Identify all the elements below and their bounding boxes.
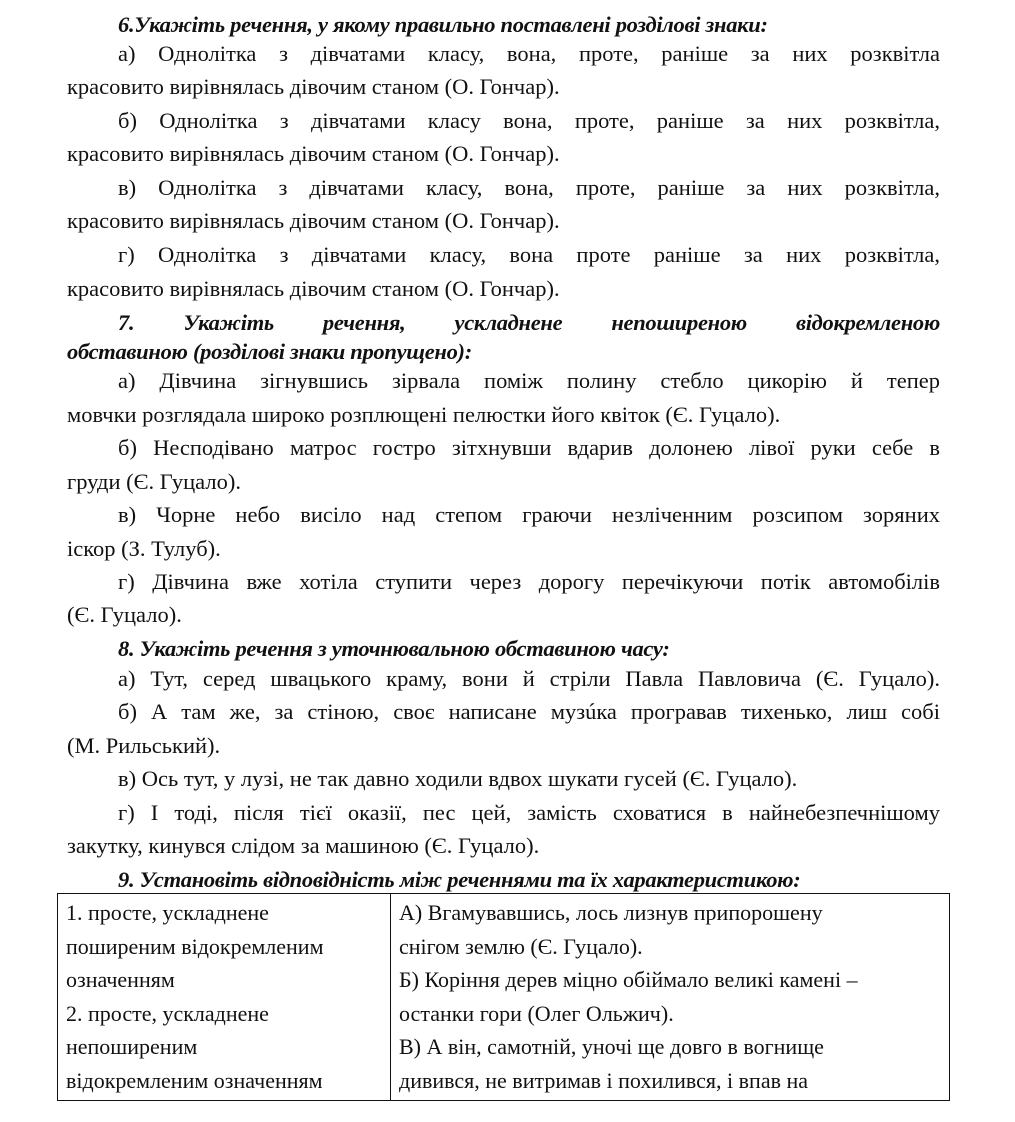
q8-option-d-cont: закутку, кинувся слідом за машиною (Є. Гуцало). (67, 833, 540, 858)
matching-table (57, 893, 950, 1101)
q6-option-c: в) Однолітка з дівчатами класу, вона, проте, раніше за них розквітла, (118, 175, 940, 200)
question-6-title: 6.Укажіть речення, у якому правильно поставлені розділові знаки: (118, 12, 768, 37)
sentences-column (391, 894, 950, 1101)
table-line: останки гори (Олег Ольжич). (399, 1000, 674, 1026)
table-line: А) Вгамувавшись, лось лизнув припорошену (399, 900, 823, 925)
table-line: Б) Коріння дерев міцно обіймало великі камені – (399, 967, 858, 992)
question-9-title: 9. Установіть відповідність між реченнями та їх характеристикою: (118, 867, 801, 892)
table-line: непоширеним (66, 1034, 198, 1059)
q7-option-c: в) Чорне небо висіло над степом граючи незліченним розсипом зоряних (118, 502, 940, 527)
q8-option-b-cont: (М. Рильський). (67, 733, 221, 758)
table-line: поширеним відокремленим (66, 933, 324, 959)
q6-option-d: г) Однолітка з дівчатами класу, вона проте раніше за них розквітла, (118, 242, 940, 267)
q6-option-a: а) Однолітка з дівчатами класу, вона, проте, раніше за них розквітла (118, 41, 940, 66)
q7-option-d-cont: (Є. Гуцало). (67, 602, 182, 627)
q6-option-b-cont: красовито вирівнялась дівочим станом (О. Гончар). (67, 141, 560, 166)
q7-option-d: г) Дівчина вже хотіла ступити через дорогу перечікуючи потік автомобілів (118, 569, 940, 594)
q8-option-c: в) Ось тут, у лузі, не так давно ходили вдвох шукати гусей (Є. Гуцало). (118, 766, 798, 791)
q7-option-a: а) Дівчина зігнувшись зірвала поміж полину стебло цикорію й тепер (118, 368, 940, 393)
table-line: 2. просте, ускладнене (66, 1000, 269, 1026)
q6-option-d-cont: красовито вирівнялась дівочим станом (О. Гончар). (67, 276, 560, 301)
q7-option-b: б) Несподівано матрос гостро зітхнувши вдарив долонею лівої руки себе в (118, 435, 940, 460)
question-7-title: 7. Укажіть речення, ускладнене непоширеною відокремленою (118, 310, 940, 335)
table-line: 1. просте, ускладнене (66, 900, 269, 925)
q6-option-b: б) Однолітка з дівчатами класу вона, проте, раніше за них розквітла, (118, 108, 940, 133)
q7-option-b-cont: груди (Є. Гуцало). (67, 469, 241, 494)
table-line: дивився, не витримав і похилився, і впав на (399, 1067, 809, 1093)
q6-option-a-cont: красовито вирівнялась дівочим станом (О. Гончар). (67, 74, 560, 99)
q7-option-c-cont: іскор (З. Тулуб). (67, 536, 221, 561)
table-line: означенням (66, 967, 175, 992)
question-8-title: 8. Укажіть речення з уточнювальною обставиною часу: (118, 636, 670, 661)
question-7-title-cont: обставиною (розділові знаки пропущено): (67, 339, 472, 364)
table-line: В) А він, самотній, уночі ще довго в вогнище (399, 1034, 824, 1059)
table-line: снігом землю (Є. Гуцало). (399, 933, 643, 959)
q8-option-d: г) І тоді, після тієї оказії, пес цей, замість сховатися в найнебезпечнішому (118, 800, 940, 825)
q7-option-a-cont: мовчки розглядала широко розплющені пелюстки його квіток (Є. Гуцало). (67, 402, 781, 427)
q8-option-a: а) Тут, серед швацького краму, вони й стріли Павла Павловича (Є. Гуцало). (118, 666, 940, 691)
q6-option-c-cont: красовито вирівнялась дівочим станом (О. Гончар). (67, 208, 560, 233)
q8-option-b: б) А там же, за стіною, своє написане музúка програвав тихенько, лиш собі (118, 699, 940, 724)
characteristics-column (58, 894, 391, 1101)
table-line: відокремленим означенням (66, 1067, 323, 1093)
